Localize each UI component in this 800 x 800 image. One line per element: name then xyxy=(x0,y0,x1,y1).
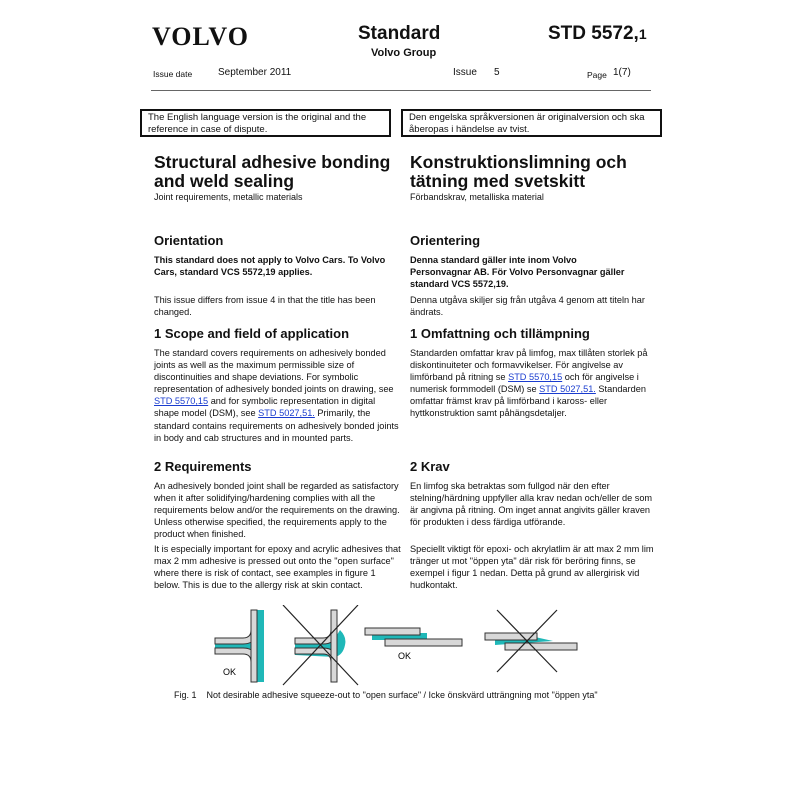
scope-text-en-1: The standard covers requirements on adhesively bonded joints as well as the maximum permissible size of discontinuities and shape deviations. For symbolic representation of adhesively bonded joints on drawing, see xyxy=(154,348,394,395)
orientation-heading-en: Orientation xyxy=(154,233,224,248)
figure-caption-text: Not desirable adhesive squeeze-out to "open surface" / Icke önskvärd utträngning mot "öppen yta" xyxy=(206,690,598,700)
orientation-text-sv: Denna utgåva skiljer sig från utgåva 4 genom att titeln har ändrats. xyxy=(410,295,645,318)
page-number: 1(7) xyxy=(613,67,631,78)
requirements-heading-sv: 2 Krav xyxy=(410,459,450,474)
scope-text-sv-1: Standarden omfattar krav på limfog, max tillåten storlek på diskontinuiteter och formavvikelser. För angivelse av limförband på ritning se xyxy=(410,348,648,383)
scope-text-sv xyxy=(410,347,658,420)
subtitle-en: Joint requirements, metallic materials xyxy=(154,192,303,202)
scope-text-sv-3: Standarden omfattar främst krav på limförband i kaross- eller hyttkonstruktion samt påhängsdetaljer. xyxy=(410,384,646,419)
figure-number: Fig. 1 xyxy=(174,690,197,700)
requirements-text-sv-1: En limfog ska betraktas som fullgod när den efter stelning/härdning uppfyller alla krav nedan och/eller de som är angivna på ritning. Om inget annat angivits gäller kraven för produkten i dess färdiga utförande. xyxy=(410,481,653,528)
title-block-sv xyxy=(410,153,660,202)
lap-sheet-upper xyxy=(365,628,420,635)
link-std-5570-15[interactable]: STD 5570,15 xyxy=(154,396,209,407)
requirements-heading-en: 2 Requirements xyxy=(154,459,252,474)
issue-number: 5 xyxy=(494,67,500,78)
link-std-5027-51[interactable]: STD 5027,51. xyxy=(258,408,315,419)
joint-lap-not-ok xyxy=(485,610,577,672)
lap-sheet-lower-2 xyxy=(505,643,577,650)
requirements-text-en-1: An adhesively bonded joint shall be regarded as satisfactory when it after solidifying/hardening complies with all the requirements below and/or the requirements on the drawing. Unless otherwise specified, the requirements apply to the product when finished. xyxy=(154,481,400,540)
link-std-5570-15-sv[interactable]: STD 5570,15 xyxy=(508,372,563,383)
joint-flange-not-ok xyxy=(283,605,358,685)
scope-text-en xyxy=(154,347,402,444)
notice-sv: Den engelska språkversionen är originalversion och ska åberopas i händelse av tvist. xyxy=(409,112,645,135)
lap-sheet-lower xyxy=(385,639,462,646)
subtitle-sv: Förbandskrav, metalliska material xyxy=(410,192,544,202)
link-std-5027-51-sv[interactable]: STD 5027,51. xyxy=(539,384,596,395)
title-en: Structural adhesive bonding and weld sealing xyxy=(154,152,391,191)
standard-number-main: STD 5572, xyxy=(548,23,639,44)
issue-date: September 2011 xyxy=(218,67,292,78)
volvo-logo: VOLVO xyxy=(152,22,249,51)
standard-number-suffix: 1 xyxy=(638,26,647,42)
figure-caption xyxy=(174,690,598,700)
orientation-text-en: This issue differs from issue 4 in that the title has been changed. xyxy=(154,295,376,318)
doc-group: Volvo Group xyxy=(371,47,437,59)
metal-sheet-vertical xyxy=(251,610,257,682)
figure-1 xyxy=(195,605,645,690)
title-sv: Konstruktionslimning och tätning med svetskitt xyxy=(410,152,627,191)
scope-text-sv-2: och för angivelse i numerisk formmodell (DSM) se xyxy=(410,372,639,395)
scope-heading-sv: 1 Omfattning och tillämpning xyxy=(410,326,590,341)
title-block-en xyxy=(154,153,394,202)
requirements-text-en-2: It is especially important for epoxy and acrylic adhesives that max 2 mm adhesive is pressed out onto the "open surface" where there is risk of contact, see examples in figure 1 below. This is due to the allergy risk at skin contact. xyxy=(154,544,401,591)
notice-box-sv xyxy=(401,109,662,137)
ok-label-2: OK xyxy=(398,651,412,661)
page-label: Page xyxy=(587,70,607,80)
standard-number xyxy=(548,23,647,45)
scope-text-en-2: and for symbolic representation in digital shape model (DSM), see xyxy=(154,396,376,419)
orientation-bold-sv: Denna standard gäller inte inom Volvo Personvagnar AB. För Volvo Personvagnar gäller standard VCS 5572,19. xyxy=(410,255,625,290)
requirements-text-sv-2: Speciellt viktigt för epoxi- och akrylatlim är att max 2 mm lim tränger ut mot "öppen yta" där risk för beröring finns, se exempel i figur 1 nedan. Detta på grund av allergirisk vid hudkontakt. xyxy=(410,544,654,591)
ok-label-1: OK xyxy=(223,667,237,677)
issue-label: Issue xyxy=(453,67,477,78)
issue-date-label: Issue date xyxy=(153,69,193,79)
notice-en: The English language version is the original and the reference in case of dispute. xyxy=(148,112,367,135)
joint-lap-ok xyxy=(365,628,462,646)
notice-box-en xyxy=(140,109,391,137)
header-divider xyxy=(151,90,651,91)
orientation-heading-sv: Orientering xyxy=(410,233,481,248)
metal-sheet-vertical-2 xyxy=(331,610,337,682)
scope-heading-en: 1 Scope and field of application xyxy=(154,326,350,341)
doc-type: Standard xyxy=(358,23,441,44)
orientation-bold-en: This standard does not apply to Volvo Cars. To Volvo Cars, standard VCS 5572,19 applies. xyxy=(154,255,386,278)
scope-text-en-3: Primarily, the standard contains requirements on adhesively bonded joints in body and cab structures and in mounted parts. xyxy=(154,408,399,443)
